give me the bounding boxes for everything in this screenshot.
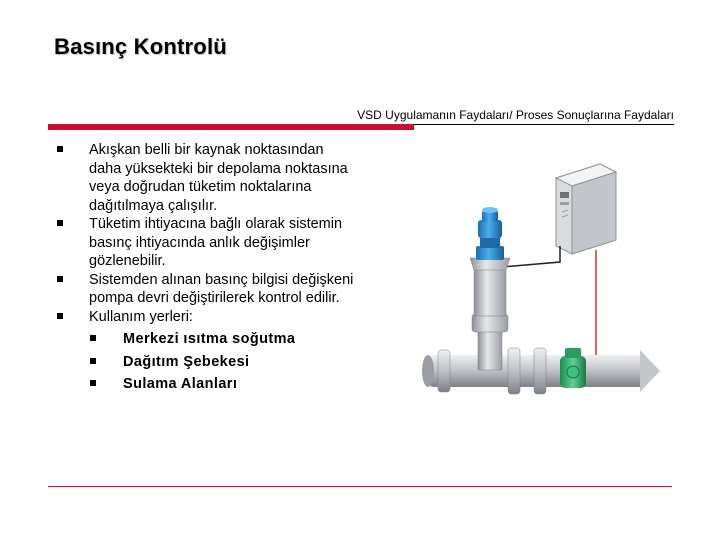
sub-bullet-item <box>54 375 354 394</box>
footer-divider <box>48 486 672 487</box>
pressure-sensor <box>560 348 586 388</box>
header-accent-bar <box>48 124 414 130</box>
square-bullet-icon <box>90 358 96 364</box>
bullet-text: Tüketim ihtiyacına bağlı olarak sistemin basınç ihtiyacında anlık değişimler gözlenebilir. <box>89 216 343 269</box>
sub-bullet-text: Dağıtım Şebekesi <box>123 353 250 370</box>
bullet-text: Kullanım yerleri: <box>89 308 193 325</box>
square-bullet-icon <box>57 276 63 282</box>
sub-bullet-text: Sulama Alanları <box>123 376 238 392</box>
pump-motor <box>476 207 504 260</box>
square-bullet-icon <box>90 335 96 341</box>
sub-bullet-text: Merkezi ısıtma soğutma <box>123 331 296 347</box>
slide-subtitle: VSD Uygulamanın Faydaları/ Proses Sonuçlarına Faydaları <box>357 108 674 122</box>
drive-cabinet <box>556 164 616 254</box>
bullet-item <box>54 308 354 327</box>
bullet-text: Akışkan belli bir kaynak noktasından daha yüksekteki bir depolama noktasına veya doğrudan tüketim noktalarına dağıtılmaya çalışılır. <box>89 142 348 214</box>
square-bullet-icon <box>90 380 96 386</box>
bullet-item <box>54 141 354 215</box>
bullet-item <box>54 271 354 308</box>
square-bullet-icon <box>57 220 63 226</box>
sub-bullet-item <box>54 330 354 349</box>
bullet-item <box>54 215 354 271</box>
sensor-cable <box>582 250 596 366</box>
slide-title: Basınç Kontrolü <box>54 34 227 59</box>
main-pipe <box>422 348 660 394</box>
bullet-text: Sistemden alınan basınç bilgisi değişkeni pompa devri değiştirilerek kontrol edilir. <box>89 271 354 306</box>
square-bullet-icon <box>57 313 63 319</box>
pump-column <box>470 258 510 370</box>
pump-system-illustration <box>410 150 660 435</box>
sub-bullet-item <box>54 353 354 372</box>
header-divider <box>414 124 674 125</box>
bullet-list <box>54 141 354 394</box>
square-bullet-icon <box>57 146 63 152</box>
